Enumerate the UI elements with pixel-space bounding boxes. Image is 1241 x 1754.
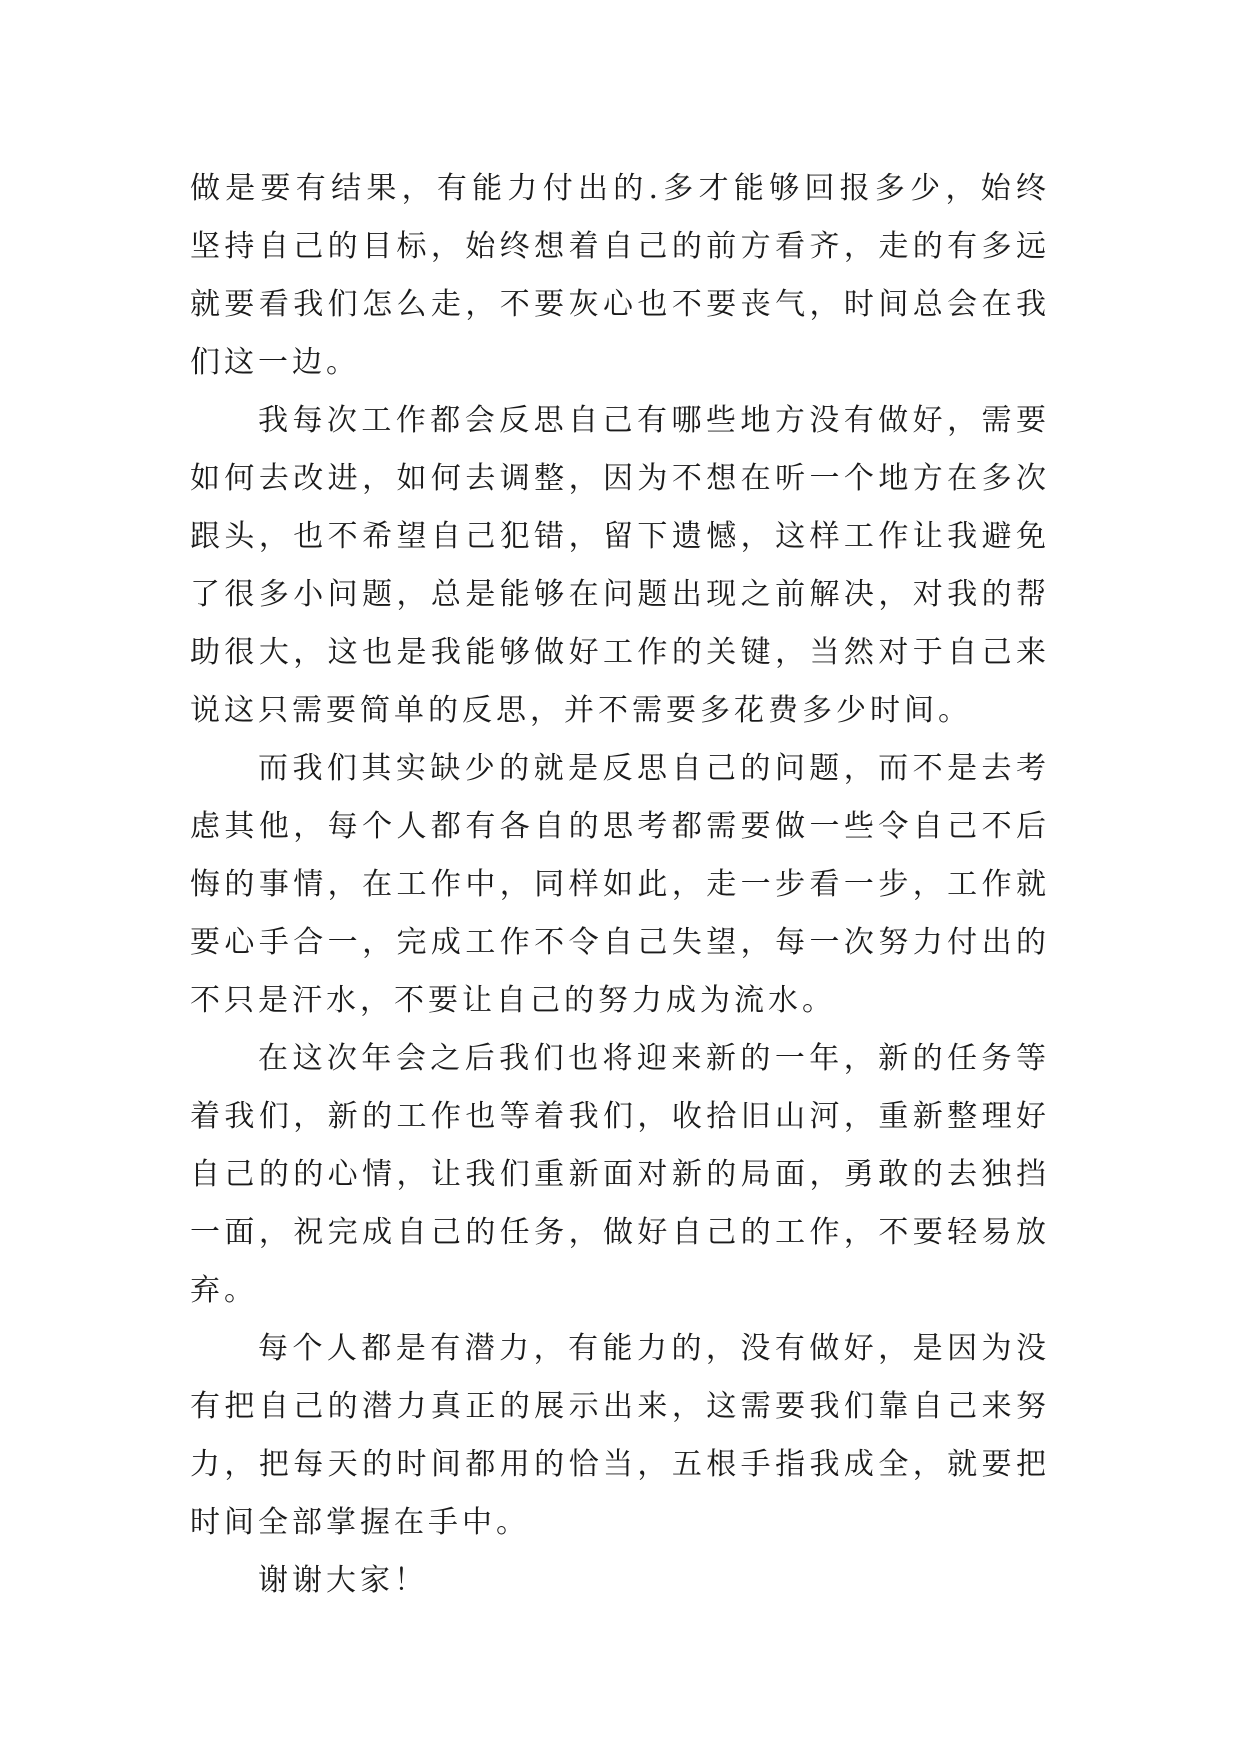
paragraph-5: 每个人都是有潜力，有能力的，没有做好，是因为没有把自己的潜力真正的展示出来，这需要我们靠自己来努力，把每天的时间都用的恰当，五根手指我成全，就要把时间全部掌握在手中。 [190, 1331, 1050, 1540]
paragraph-4: 在这次年会之后我们也将迎来新的一年，新的任务等着我们，新的工作也等着我们，收拾旧山河，重新整理好自己的的心情，让我们重新面对新的局面，勇敢的去独挡一面，祝完成自己的任务，做好自己的工作，不要轻易放弃。 [190, 1041, 1050, 1308]
paragraph-3: 而我们其实缺少的就是反思自己的问题，而不是去考虑其他，每个人都有各自的思考都需要做一些令自己不后悔的事情，在工作中，同样如此，走一步看一步，工作就要心手合一，完成工作不令自己失望，每一次努力付出的不只是汗水，不要让自己的努力成为流水。 [190, 751, 1050, 1018]
document-body [190, 160, 1050, 1610]
paragraph-1: 做是要有结果，有能力付出的.多才能够回报多少，始终坚持自己的目标，始终想着自己的前方看齐，走的有多远就要看我们怎么走，不要灰心也不要丧气，时间总会在我们这一边。 [190, 171, 1050, 380]
paragraph-2: 我每次工作都会反思自己有哪些地方没有做好，需要如何去改进，如何去调整，因为不想在听一个地方在多次跟头，也不希望自己犯错，留下遗憾，这样工作让我避免了很多小问题，总是能够在问题出现之前解决，对我的帮助很大，这也是我能够做好工作的关键，当然对于自己来说这只需要简单的反思，并不需要多花费多少时间。 [190, 403, 1050, 728]
closing-line: 谢谢大家！ [258, 1563, 428, 1598]
